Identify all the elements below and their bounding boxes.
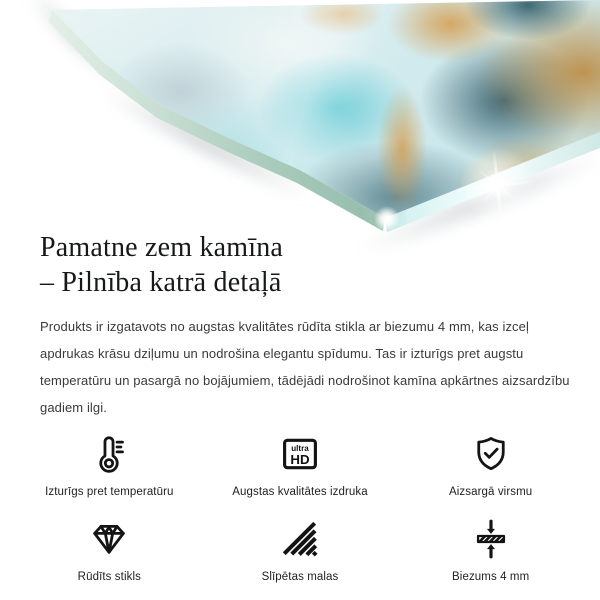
beveled-edges-icon — [279, 518, 321, 560]
feature-grid — [0, 433, 600, 583]
thermometer-icon — [88, 433, 130, 475]
feature-polished-edges — [205, 518, 396, 583]
feature-label: Rūdīts stikls — [77, 571, 141, 583]
corner-glint — [374, 206, 400, 232]
feature-tempered-glass — [14, 518, 205, 583]
feature-label: Slīpētas malas — [261, 571, 339, 583]
svg-text:ultra: ultra — [291, 444, 309, 454]
feature-thickness — [395, 518, 586, 583]
page-title-line2: – Pilnība katrā detaļā — [40, 267, 282, 298]
product-description-section — [0, 230, 600, 421]
feature-temperature — [14, 433, 205, 498]
feature-surface-protection — [395, 433, 586, 498]
shield-check-icon — [470, 433, 512, 475]
diamond-icon — [88, 518, 130, 560]
ultra-hd-icon — [279, 433, 321, 475]
svg-text:HD: HD — [290, 451, 310, 467]
product-image — [0, 0, 600, 224]
product-description-text: Produkts ir izgatavots no augstas kvalitātes rūdīta stikla ar biezumu 4 mm, kas izceļ apdrukas krāsu dziļumu un nodrošina elegantu spīdumu. Tas ir izturīgs pret augstu temperatūru un pasargā no bojājumiem, tādējādi nodrošinot kamīna apkārtnes aizsardzību gadiem ilgi. — [40, 319, 570, 415]
feature-label: Izturīgs pret temperatūru — [45, 486, 174, 498]
light-sparkle-icon — [451, 139, 543, 231]
feature-print-quality — [205, 433, 396, 498]
feature-label: Biezums 4 mm — [452, 571, 530, 583]
feature-label: Augstas kvalitātes izdruka — [232, 486, 368, 498]
thickness-icon — [470, 518, 512, 560]
page-title — [40, 230, 570, 300]
page-title-line1: Pamatne zem kamīna — [40, 232, 284, 263]
feature-label: Aizsargā virsmu — [449, 486, 533, 498]
